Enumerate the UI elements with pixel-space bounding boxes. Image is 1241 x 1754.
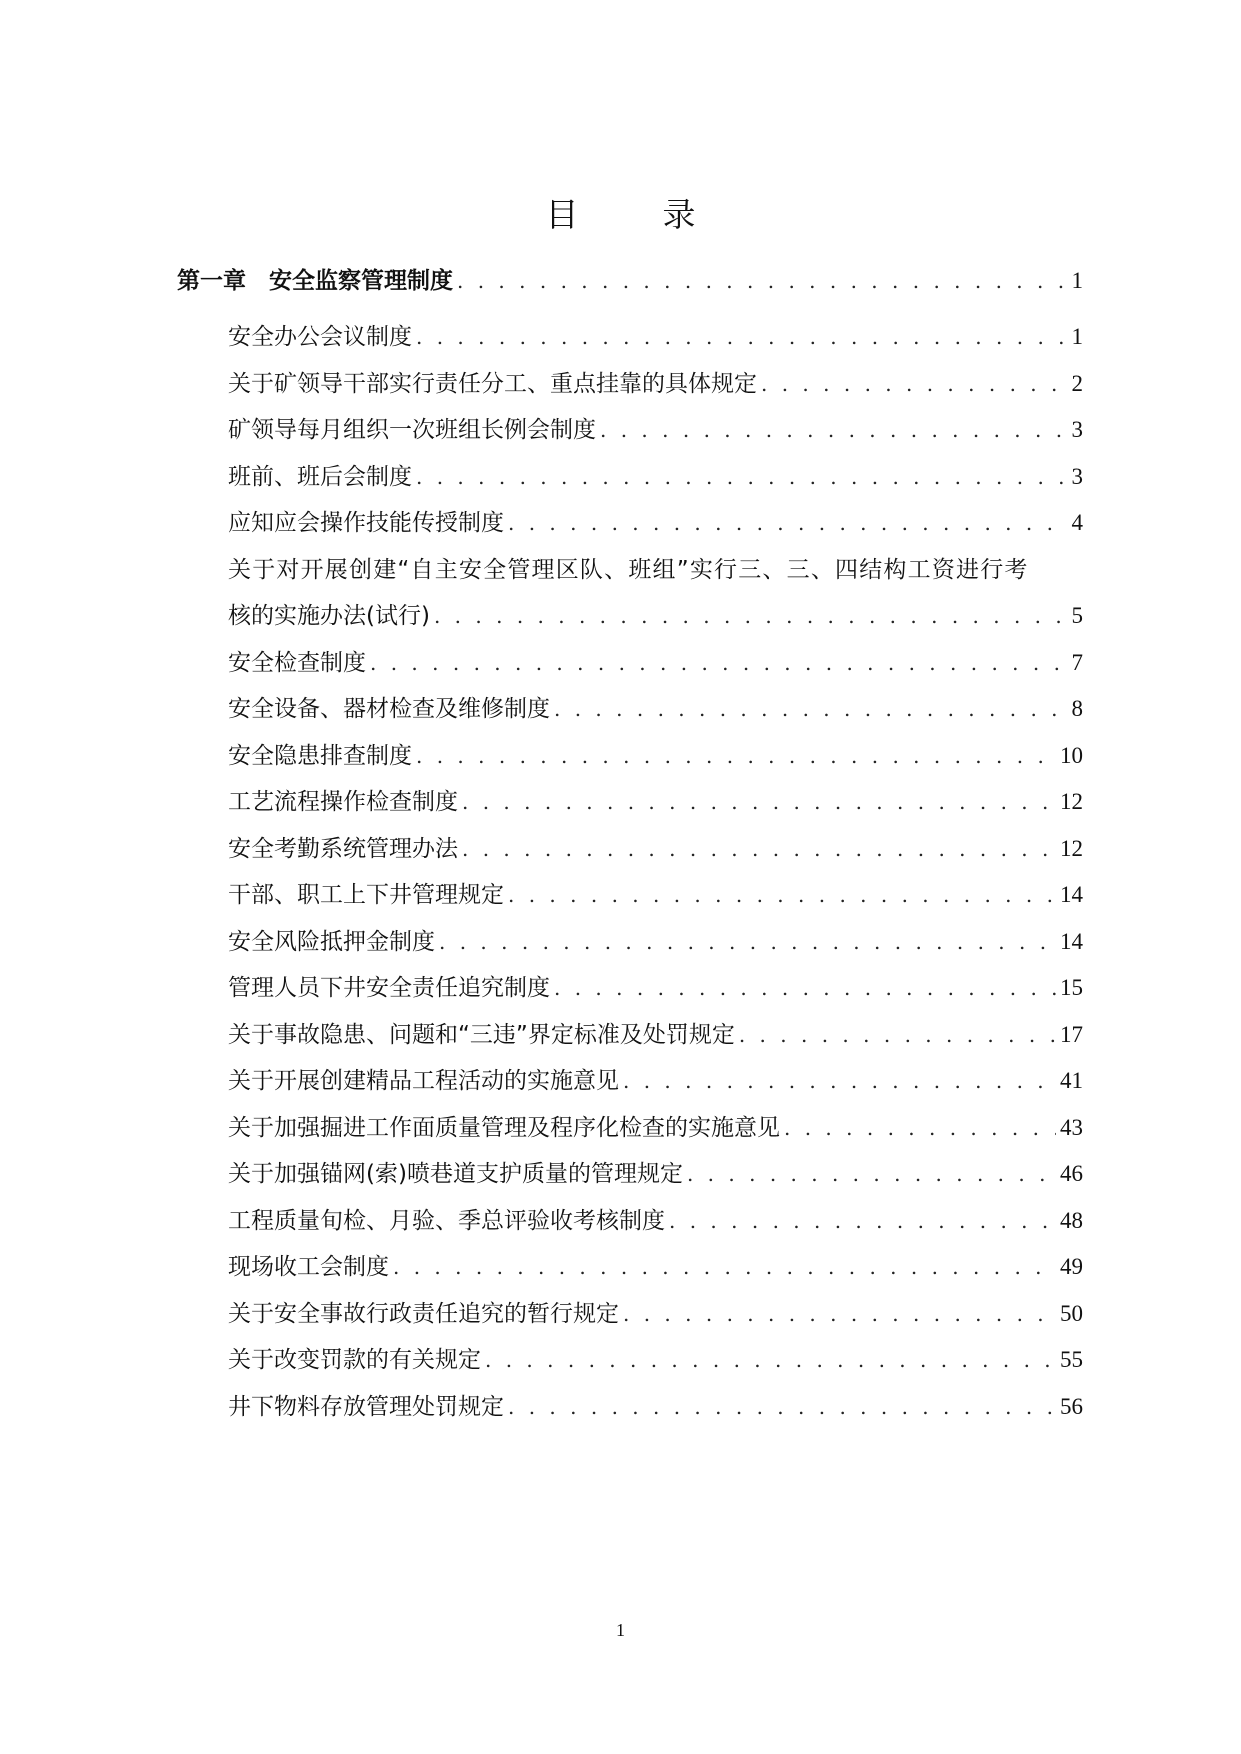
entry-page-number: 55	[1060, 1347, 1083, 1372]
toc-entry[interactable]	[228, 875, 1083, 915]
entry-page-number: 4	[1071, 510, 1083, 535]
entry-label: 核的实施办法(试行)	[228, 603, 430, 629]
chapter-label: 第一章 安全监察管理制度	[177, 268, 453, 294]
toc-entry[interactable]	[228, 1387, 1083, 1427]
dot-leader	[687, 1154, 1056, 1194]
toc-entry[interactable]	[228, 968, 1083, 1008]
entry-label: 关于矿领导干部实行责任分工、重点挂靠的具体规定	[228, 371, 757, 397]
entry-page-number: 17	[1060, 1022, 1083, 1047]
entry-label: 矿领导每月组织一次班组长例会制度	[228, 417, 596, 443]
entry-label: 干部、职工上下井管理规定	[228, 882, 504, 908]
entry-page-number: 41	[1060, 1068, 1083, 1093]
dot-leader	[508, 503, 1068, 543]
toc-entry[interactable]	[228, 1340, 1083, 1380]
toc-entry-wrapped-line[interactable]	[228, 550, 1083, 590]
entry-page-number: 46	[1060, 1161, 1083, 1186]
entry-page-number: 50	[1060, 1301, 1083, 1326]
dot-leader	[370, 643, 1068, 683]
dot-leader	[462, 829, 1056, 869]
entry-label: 现场收工会制度	[228, 1254, 389, 1280]
toc-entry[interactable]	[228, 689, 1083, 729]
dot-leader	[462, 782, 1056, 822]
dot-leader	[554, 968, 1056, 1008]
entry-label: 关于开展创建精品工程活动的实施意见	[228, 1068, 619, 1094]
dot-leader	[739, 1015, 1056, 1055]
entry-page-number: 56	[1060, 1394, 1083, 1419]
entry-page-number: 7	[1071, 650, 1083, 675]
entry-page-number: 2	[1071, 371, 1083, 396]
dot-leader	[485, 1340, 1056, 1380]
entry-page-number: 12	[1060, 836, 1083, 861]
entry-label: 工艺流程操作检查制度	[228, 789, 458, 815]
entry-label: 安全办公会议制度	[228, 324, 412, 350]
footer-page-number: 1	[616, 1620, 625, 1640]
toc-entry[interactable]	[228, 829, 1083, 869]
toc-entry[interactable]	[228, 317, 1083, 357]
entry-label: 工程质量旬检、月验、季总评验收考核制度	[228, 1208, 665, 1234]
dot-leader	[393, 1247, 1056, 1287]
toc-entry[interactable]	[228, 1201, 1083, 1241]
toc-entry[interactable]	[228, 1015, 1083, 1055]
entry-label: 安全检查制度	[228, 650, 366, 676]
entry-page-number: 48	[1060, 1208, 1083, 1233]
dot-leader	[416, 317, 1068, 357]
entry-page-number: 5	[1071, 603, 1083, 628]
dot-leader	[669, 1201, 1056, 1241]
entry-label: 安全隐患排查制度	[228, 743, 412, 769]
entry-page-number: 3	[1071, 417, 1083, 442]
dot-leader	[416, 736, 1056, 776]
entry-label: 安全风险抵押金制度	[228, 929, 435, 955]
entry-label: 关于改变罚款的有关规定	[228, 1347, 481, 1373]
entry-page-number: 12	[1060, 789, 1083, 814]
dot-leader	[508, 875, 1056, 915]
entry-label: 关于加强锚网(索)喷巷道支护质量的管理规定	[228, 1161, 683, 1187]
toc-entry[interactable]	[228, 410, 1083, 450]
entry-label: 管理人员下井安全责任追究制度	[228, 975, 550, 1001]
entry-label: 关于事故隐患、问题和“三违”界定标准及处罚规定	[228, 1022, 735, 1048]
toc-title-char-2: 录	[662, 195, 696, 234]
entry-label: 关于安全事故行政责任追究的暂行规定	[228, 1301, 619, 1327]
toc-entry[interactable]	[228, 782, 1083, 822]
toc-entry[interactable]	[228, 1294, 1083, 1334]
toc-entry[interactable]	[228, 596, 1083, 636]
dot-leader	[761, 364, 1068, 404]
toc-entry[interactable]	[228, 1061, 1083, 1101]
dot-leader	[623, 1294, 1056, 1334]
entry-page-number: 8	[1071, 696, 1083, 721]
dot-leader	[623, 1061, 1056, 1101]
entry-label: 安全考勤系统管理办法	[228, 836, 458, 862]
toc-entry[interactable]	[228, 1108, 1083, 1148]
toc-chapter-row[interactable]	[177, 261, 1083, 301]
toc-entry[interactable]	[228, 457, 1083, 497]
entry-page-number: 1	[1071, 324, 1083, 349]
dot-leader	[439, 922, 1056, 962]
toc-title-char-1: 目	[545, 195, 579, 234]
toc-entry[interactable]	[228, 643, 1083, 683]
toc-entry[interactable]	[228, 364, 1083, 404]
entry-label: 应知应会操作技能传授制度	[228, 510, 504, 536]
toc-entry[interactable]	[228, 922, 1083, 962]
chapter-page-number: 1	[1071, 268, 1083, 293]
entry-label: 班前、班后会制度	[228, 464, 412, 490]
toc-entry[interactable]	[228, 503, 1083, 543]
dot-leader	[508, 1387, 1056, 1427]
entry-page-number: 14	[1060, 929, 1083, 954]
entry-label: 井下物料存放管理处罚规定	[228, 1394, 504, 1420]
dot-leader	[434, 596, 1068, 636]
entry-page-number: 43	[1060, 1115, 1083, 1140]
dot-leader	[600, 410, 1068, 450]
dot-leader	[784, 1108, 1056, 1148]
entry-label: 安全设备、器材检查及维修制度	[228, 696, 550, 722]
entry-page-number: 10	[1060, 743, 1083, 768]
dot-leader	[457, 261, 1068, 301]
toc-entry[interactable]	[228, 1247, 1083, 1287]
entry-page-number: 3	[1071, 464, 1083, 489]
toc-entry[interactable]	[228, 736, 1083, 776]
toc-entry[interactable]	[228, 1154, 1083, 1194]
dot-leader	[554, 689, 1068, 729]
entry-label: 关于对开展创建“自主安全管理区队、班组”实行三、三、四结构工资进行考	[228, 557, 1029, 583]
toc-title	[0, 190, 1241, 240]
entry-page-number: 15	[1060, 975, 1083, 1000]
dot-leader	[416, 457, 1068, 497]
entry-page-number: 49	[1060, 1254, 1083, 1279]
entry-label: 关于加强掘进工作面质量管理及程序化检查的实施意见	[228, 1115, 780, 1141]
entry-page-number: 14	[1060, 882, 1083, 907]
